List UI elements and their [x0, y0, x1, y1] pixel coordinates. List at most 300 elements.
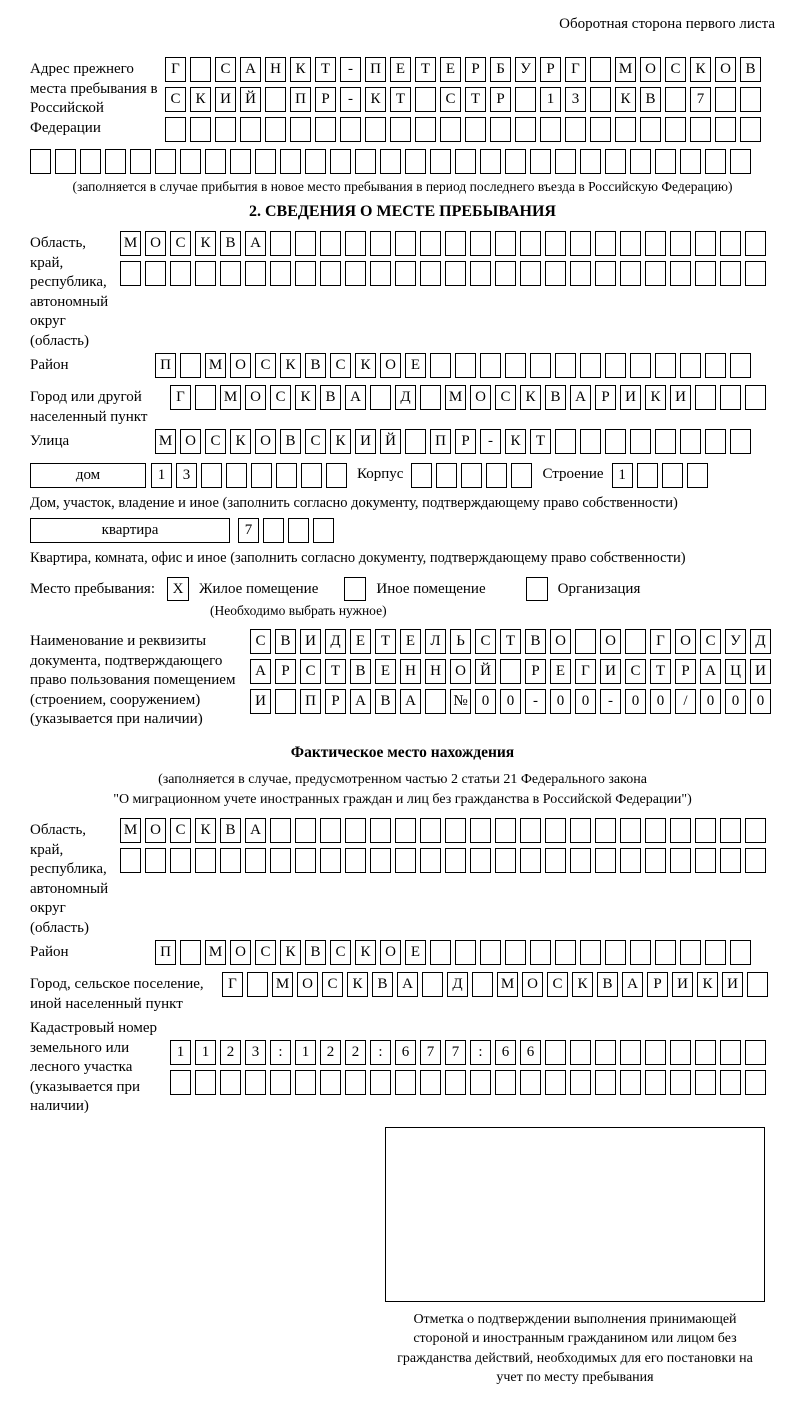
- char-cell[interactable]: А: [245, 231, 266, 256]
- char-cell[interactable]: [190, 117, 211, 142]
- char-cell[interactable]: [370, 231, 391, 256]
- char-cell[interactable]: [422, 972, 443, 997]
- char-cell[interactable]: [500, 659, 521, 684]
- char-cell[interactable]: [295, 848, 316, 873]
- char-cell[interactable]: А: [250, 659, 271, 684]
- char-cell[interactable]: О: [675, 629, 696, 654]
- char-cell[interactable]: [465, 117, 486, 142]
- char-cell[interactable]: С: [475, 629, 496, 654]
- char-cell[interactable]: Й: [380, 429, 401, 454]
- char-cell[interactable]: Р: [275, 659, 296, 684]
- char-cell[interactable]: [320, 848, 341, 873]
- char-cell[interactable]: [665, 117, 686, 142]
- char-cell[interactable]: [395, 231, 416, 256]
- char-cell[interactable]: [255, 149, 276, 174]
- char-cell[interactable]: Е: [550, 659, 571, 684]
- char-cell[interactable]: Р: [595, 385, 616, 410]
- char-cell[interactable]: [515, 87, 536, 112]
- char-cell[interactable]: В: [372, 972, 393, 997]
- char-cell[interactable]: Т: [390, 87, 411, 112]
- char-cell[interactable]: [345, 818, 366, 843]
- char-cell[interactable]: О: [380, 940, 401, 965]
- char-cell[interactable]: М: [615, 57, 636, 82]
- char-cell[interactable]: Р: [490, 87, 511, 112]
- char-cell[interactable]: О: [245, 385, 266, 410]
- char-cell[interactable]: [595, 848, 616, 873]
- char-cell[interactable]: [145, 848, 166, 873]
- char-cell[interactable]: К: [195, 231, 216, 256]
- char-cell[interactable]: -: [480, 429, 501, 454]
- char-cell[interactable]: [670, 1040, 691, 1065]
- char-cell[interactable]: Е: [375, 659, 396, 684]
- char-cell[interactable]: И: [215, 87, 236, 112]
- char-cell[interactable]: [505, 149, 526, 174]
- char-cell[interactable]: [530, 149, 551, 174]
- char-cell[interactable]: М: [220, 385, 241, 410]
- char-cell[interactable]: [265, 87, 286, 112]
- char-cell[interactable]: [630, 429, 651, 454]
- char-cell[interactable]: [315, 117, 336, 142]
- char-cell[interactable]: [745, 385, 766, 410]
- char-cell[interactable]: [345, 1070, 366, 1095]
- char-cell[interactable]: В: [350, 659, 371, 684]
- char-cell[interactable]: [570, 1070, 591, 1095]
- char-cell[interactable]: А: [345, 385, 366, 410]
- char-cell[interactable]: В: [280, 429, 301, 454]
- char-cell[interactable]: [486, 463, 507, 488]
- char-cell[interactable]: А: [350, 689, 371, 714]
- char-cell[interactable]: №: [450, 689, 471, 714]
- char-cell[interactable]: 7: [420, 1040, 441, 1065]
- checkbox-inoe[interactable]: [344, 577, 366, 601]
- char-cell[interactable]: 0: [700, 689, 721, 714]
- char-cell[interactable]: [705, 353, 726, 378]
- char-cell[interactable]: [545, 1040, 566, 1065]
- char-cell[interactable]: 6: [395, 1040, 416, 1065]
- char-cell[interactable]: В: [320, 385, 341, 410]
- char-cell[interactable]: 0: [625, 689, 646, 714]
- char-cell[interactable]: [430, 353, 451, 378]
- char-cell[interactable]: [430, 940, 451, 965]
- char-cell[interactable]: [720, 385, 741, 410]
- char-cell[interactable]: М: [445, 385, 466, 410]
- char-cell[interactable]: [420, 1070, 441, 1095]
- char-cell[interactable]: [620, 231, 641, 256]
- char-cell[interactable]: [155, 149, 176, 174]
- char-cell[interactable]: О: [522, 972, 543, 997]
- char-cell[interactable]: [620, 818, 641, 843]
- char-cell[interactable]: [470, 261, 491, 286]
- char-cell[interactable]: С: [700, 629, 721, 654]
- char-cell[interactable]: 1: [151, 463, 172, 488]
- char-cell[interactable]: [595, 1070, 616, 1095]
- char-cell[interactable]: [370, 848, 391, 873]
- char-cell[interactable]: Ц: [725, 659, 746, 684]
- char-cell[interactable]: К: [280, 940, 301, 965]
- char-cell[interactable]: [370, 1070, 391, 1095]
- char-cell[interactable]: [570, 231, 591, 256]
- char-cell[interactable]: С: [330, 353, 351, 378]
- char-cell[interactable]: И: [750, 659, 771, 684]
- char-cell[interactable]: К: [330, 429, 351, 454]
- char-cell[interactable]: [670, 231, 691, 256]
- char-cell[interactable]: [105, 149, 126, 174]
- char-cell[interactable]: [395, 1070, 416, 1095]
- char-cell[interactable]: [655, 429, 676, 454]
- char-cell[interactable]: [590, 87, 611, 112]
- char-cell[interactable]: Р: [465, 57, 486, 82]
- char-cell[interactable]: [195, 1070, 216, 1095]
- char-cell[interactable]: [595, 231, 616, 256]
- char-cell[interactable]: [580, 429, 601, 454]
- char-cell[interactable]: С: [330, 940, 351, 965]
- char-cell[interactable]: [555, 940, 576, 965]
- char-cell[interactable]: [605, 940, 626, 965]
- char-cell[interactable]: М: [205, 940, 226, 965]
- char-cell[interactable]: [345, 261, 366, 286]
- char-cell[interactable]: [720, 1040, 741, 1065]
- char-cell[interactable]: [455, 940, 476, 965]
- char-cell[interactable]: [480, 149, 501, 174]
- char-cell[interactable]: И: [355, 429, 376, 454]
- char-cell[interactable]: [195, 848, 216, 873]
- char-cell[interactable]: [495, 848, 516, 873]
- char-cell[interactable]: [705, 149, 726, 174]
- char-cell[interactable]: [680, 149, 701, 174]
- char-cell[interactable]: [445, 1070, 466, 1095]
- char-cell[interactable]: -: [525, 689, 546, 714]
- char-cell[interactable]: [195, 261, 216, 286]
- char-cell[interactable]: [445, 231, 466, 256]
- char-cell[interactable]: [670, 818, 691, 843]
- char-cell[interactable]: Т: [415, 57, 436, 82]
- char-cell[interactable]: А: [245, 818, 266, 843]
- char-cell[interactable]: [545, 818, 566, 843]
- char-cell[interactable]: [190, 57, 211, 82]
- char-cell[interactable]: 3: [245, 1040, 266, 1065]
- char-cell[interactable]: О: [470, 385, 491, 410]
- char-cell[interactable]: Т: [500, 629, 521, 654]
- char-cell[interactable]: И: [722, 972, 743, 997]
- char-cell[interactable]: Н: [425, 659, 446, 684]
- char-cell[interactable]: В: [220, 231, 241, 256]
- char-cell[interactable]: [575, 629, 596, 654]
- char-cell[interactable]: [495, 1070, 516, 1095]
- char-cell[interactable]: 0: [500, 689, 521, 714]
- char-cell[interactable]: 1: [195, 1040, 216, 1065]
- char-cell[interactable]: [170, 261, 191, 286]
- char-cell[interactable]: [715, 87, 736, 112]
- char-cell[interactable]: [195, 385, 216, 410]
- char-cell[interactable]: [305, 149, 326, 174]
- char-cell[interactable]: Г: [565, 57, 586, 82]
- char-cell[interactable]: [695, 818, 716, 843]
- char-cell[interactable]: [540, 117, 561, 142]
- char-cell[interactable]: Г: [650, 629, 671, 654]
- char-cell[interactable]: 2: [220, 1040, 241, 1065]
- char-cell[interactable]: Н: [265, 57, 286, 82]
- char-cell[interactable]: [570, 848, 591, 873]
- char-cell[interactable]: П: [300, 689, 321, 714]
- char-cell[interactable]: [390, 117, 411, 142]
- char-cell[interactable]: 0: [725, 689, 746, 714]
- char-cell[interactable]: 6: [495, 1040, 516, 1065]
- char-cell[interactable]: Е: [400, 629, 421, 654]
- char-cell[interactable]: С: [625, 659, 646, 684]
- char-cell[interactable]: [545, 848, 566, 873]
- char-cell[interactable]: [645, 231, 666, 256]
- char-cell[interactable]: О: [715, 57, 736, 82]
- char-cell[interactable]: [520, 818, 541, 843]
- char-cell[interactable]: Д: [447, 972, 468, 997]
- char-cell[interactable]: [545, 231, 566, 256]
- char-cell[interactable]: [326, 463, 347, 488]
- char-cell[interactable]: [511, 463, 532, 488]
- char-cell[interactable]: Т: [375, 629, 396, 654]
- char-cell[interactable]: [625, 629, 646, 654]
- char-cell[interactable]: [580, 149, 601, 174]
- char-cell[interactable]: [220, 848, 241, 873]
- char-cell[interactable]: О: [600, 629, 621, 654]
- char-cell[interactable]: К: [365, 87, 386, 112]
- char-cell[interactable]: [247, 972, 268, 997]
- char-cell[interactable]: 7: [238, 518, 259, 543]
- char-cell[interactable]: 2: [345, 1040, 366, 1065]
- char-cell[interactable]: С: [305, 429, 326, 454]
- char-cell[interactable]: [595, 1040, 616, 1065]
- char-cell[interactable]: [655, 149, 676, 174]
- char-cell[interactable]: [620, 1070, 641, 1095]
- char-cell[interactable]: [580, 940, 601, 965]
- char-cell[interactable]: [655, 353, 676, 378]
- char-cell[interactable]: [226, 463, 247, 488]
- char-cell[interactable]: [745, 231, 766, 256]
- char-cell[interactable]: [130, 149, 151, 174]
- char-cell[interactable]: [715, 117, 736, 142]
- char-cell[interactable]: К: [697, 972, 718, 997]
- char-cell[interactable]: [215, 117, 236, 142]
- char-cell[interactable]: [411, 463, 432, 488]
- char-cell[interactable]: [605, 353, 626, 378]
- char-cell[interactable]: Е: [350, 629, 371, 654]
- char-cell[interactable]: Н: [400, 659, 421, 684]
- char-cell[interactable]: [645, 1070, 666, 1095]
- char-cell[interactable]: [295, 231, 316, 256]
- char-cell[interactable]: П: [430, 429, 451, 454]
- char-cell[interactable]: [270, 818, 291, 843]
- char-cell[interactable]: [745, 848, 766, 873]
- char-cell[interactable]: Е: [440, 57, 461, 82]
- char-cell[interactable]: Е: [405, 353, 426, 378]
- char-cell[interactable]: Г: [165, 57, 186, 82]
- char-cell[interactable]: М: [155, 429, 176, 454]
- char-cell[interactable]: С: [165, 87, 186, 112]
- char-cell[interactable]: Г: [222, 972, 243, 997]
- char-cell[interactable]: К: [295, 385, 316, 410]
- char-cell[interactable]: [745, 818, 766, 843]
- char-cell[interactable]: [472, 972, 493, 997]
- char-cell[interactable]: [180, 353, 201, 378]
- char-cell[interactable]: [520, 848, 541, 873]
- char-cell[interactable]: Р: [540, 57, 561, 82]
- char-cell[interactable]: [690, 117, 711, 142]
- char-cell[interactable]: [455, 149, 476, 174]
- char-cell[interactable]: [645, 1040, 666, 1065]
- char-cell[interactable]: М: [120, 231, 141, 256]
- char-cell[interactable]: [720, 848, 741, 873]
- char-cell[interactable]: Т: [325, 659, 346, 684]
- char-cell[interactable]: Г: [575, 659, 596, 684]
- char-cell[interactable]: [470, 231, 491, 256]
- char-cell[interactable]: А: [570, 385, 591, 410]
- char-cell[interactable]: Б: [490, 57, 511, 82]
- char-cell[interactable]: [530, 353, 551, 378]
- char-cell[interactable]: В: [545, 385, 566, 410]
- char-cell[interactable]: О: [297, 972, 318, 997]
- char-cell[interactable]: [320, 231, 341, 256]
- char-cell[interactable]: [263, 518, 284, 543]
- char-cell[interactable]: [445, 818, 466, 843]
- char-cell[interactable]: [395, 261, 416, 286]
- char-cell[interactable]: К: [347, 972, 368, 997]
- char-cell[interactable]: Р: [675, 659, 696, 684]
- char-cell[interactable]: [680, 353, 701, 378]
- char-cell[interactable]: 7: [690, 87, 711, 112]
- char-cell[interactable]: [415, 87, 436, 112]
- char-cell[interactable]: Р: [315, 87, 336, 112]
- char-cell[interactable]: [520, 261, 541, 286]
- char-cell[interactable]: [275, 689, 296, 714]
- char-cell[interactable]: К: [690, 57, 711, 82]
- char-cell[interactable]: [665, 87, 686, 112]
- char-cell[interactable]: [745, 1070, 766, 1095]
- char-cell[interactable]: [670, 261, 691, 286]
- char-cell[interactable]: [605, 429, 626, 454]
- char-cell[interactable]: [270, 848, 291, 873]
- char-cell[interactable]: [230, 149, 251, 174]
- char-cell[interactable]: К: [572, 972, 593, 997]
- char-cell[interactable]: Т: [465, 87, 486, 112]
- char-cell[interactable]: [301, 463, 322, 488]
- char-cell[interactable]: С: [250, 629, 271, 654]
- char-cell[interactable]: [420, 261, 441, 286]
- char-cell[interactable]: [595, 818, 616, 843]
- char-cell[interactable]: И: [300, 629, 321, 654]
- char-cell[interactable]: [730, 429, 751, 454]
- char-cell[interactable]: Т: [650, 659, 671, 684]
- char-cell[interactable]: 0: [575, 689, 596, 714]
- char-cell[interactable]: [530, 940, 551, 965]
- char-cell[interactable]: Р: [325, 689, 346, 714]
- char-cell[interactable]: [470, 1070, 491, 1095]
- char-cell[interactable]: [565, 117, 586, 142]
- char-cell[interactable]: [520, 231, 541, 256]
- char-cell[interactable]: П: [155, 940, 176, 965]
- char-cell[interactable]: [461, 463, 482, 488]
- char-cell[interactable]: [730, 149, 751, 174]
- char-cell[interactable]: К: [355, 940, 376, 965]
- char-cell[interactable]: [495, 261, 516, 286]
- char-cell[interactable]: 1: [540, 87, 561, 112]
- char-cell[interactable]: [495, 231, 516, 256]
- char-cell[interactable]: [555, 429, 576, 454]
- char-cell[interactable]: А: [700, 659, 721, 684]
- char-cell[interactable]: [270, 261, 291, 286]
- char-cell[interactable]: В: [275, 629, 296, 654]
- char-cell[interactable]: [640, 117, 661, 142]
- char-cell[interactable]: [288, 518, 309, 543]
- char-cell[interactable]: У: [515, 57, 536, 82]
- char-cell[interactable]: [455, 353, 476, 378]
- char-cell[interactable]: А: [400, 689, 421, 714]
- char-cell[interactable]: [245, 848, 266, 873]
- char-cell[interactable]: В: [375, 689, 396, 714]
- char-cell[interactable]: [680, 429, 701, 454]
- char-cell[interactable]: [620, 848, 641, 873]
- char-cell[interactable]: [320, 261, 341, 286]
- char-cell[interactable]: [345, 848, 366, 873]
- char-cell[interactable]: У: [725, 629, 746, 654]
- char-cell[interactable]: [695, 1040, 716, 1065]
- char-cell[interactable]: [270, 1070, 291, 1095]
- char-cell[interactable]: О: [380, 353, 401, 378]
- char-cell[interactable]: [580, 353, 601, 378]
- char-cell[interactable]: И: [600, 659, 621, 684]
- char-cell[interactable]: С: [547, 972, 568, 997]
- char-cell[interactable]: [420, 818, 441, 843]
- char-cell[interactable]: К: [505, 429, 526, 454]
- char-cell[interactable]: [405, 429, 426, 454]
- char-cell[interactable]: К: [355, 353, 376, 378]
- char-cell[interactable]: М: [205, 353, 226, 378]
- char-cell[interactable]: С: [255, 353, 276, 378]
- char-cell[interactable]: [505, 353, 526, 378]
- char-cell[interactable]: О: [145, 818, 166, 843]
- char-cell[interactable]: [245, 261, 266, 286]
- char-cell[interactable]: [570, 261, 591, 286]
- char-cell[interactable]: [670, 1070, 691, 1095]
- char-cell[interactable]: [545, 1070, 566, 1095]
- char-cell[interactable]: [645, 848, 666, 873]
- char-cell[interactable]: Г: [170, 385, 191, 410]
- char-cell[interactable]: Т: [315, 57, 336, 82]
- char-cell[interactable]: А: [622, 972, 643, 997]
- checkbox-zhiloe[interactable]: X: [167, 577, 189, 601]
- char-cell[interactable]: О: [550, 629, 571, 654]
- char-cell[interactable]: П: [155, 353, 176, 378]
- char-cell[interactable]: [420, 848, 441, 873]
- char-cell[interactable]: [705, 940, 726, 965]
- char-cell[interactable]: Л: [425, 629, 446, 654]
- char-cell[interactable]: С: [665, 57, 686, 82]
- char-cell[interactable]: Д: [750, 629, 771, 654]
- char-cell[interactable]: [420, 231, 441, 256]
- char-cell[interactable]: [440, 117, 461, 142]
- checkbox-organizatsiya[interactable]: [526, 577, 548, 601]
- char-cell[interactable]: [265, 117, 286, 142]
- char-cell[interactable]: [120, 261, 141, 286]
- char-cell[interactable]: [295, 1070, 316, 1095]
- char-cell[interactable]: [320, 1070, 341, 1095]
- char-cell[interactable]: С: [255, 940, 276, 965]
- char-cell[interactable]: [425, 689, 446, 714]
- char-cell[interactable]: [270, 231, 291, 256]
- char-cell[interactable]: [705, 429, 726, 454]
- char-cell[interactable]: 1: [295, 1040, 316, 1065]
- char-cell[interactable]: [290, 117, 311, 142]
- char-cell[interactable]: [55, 149, 76, 174]
- char-cell[interactable]: К: [645, 385, 666, 410]
